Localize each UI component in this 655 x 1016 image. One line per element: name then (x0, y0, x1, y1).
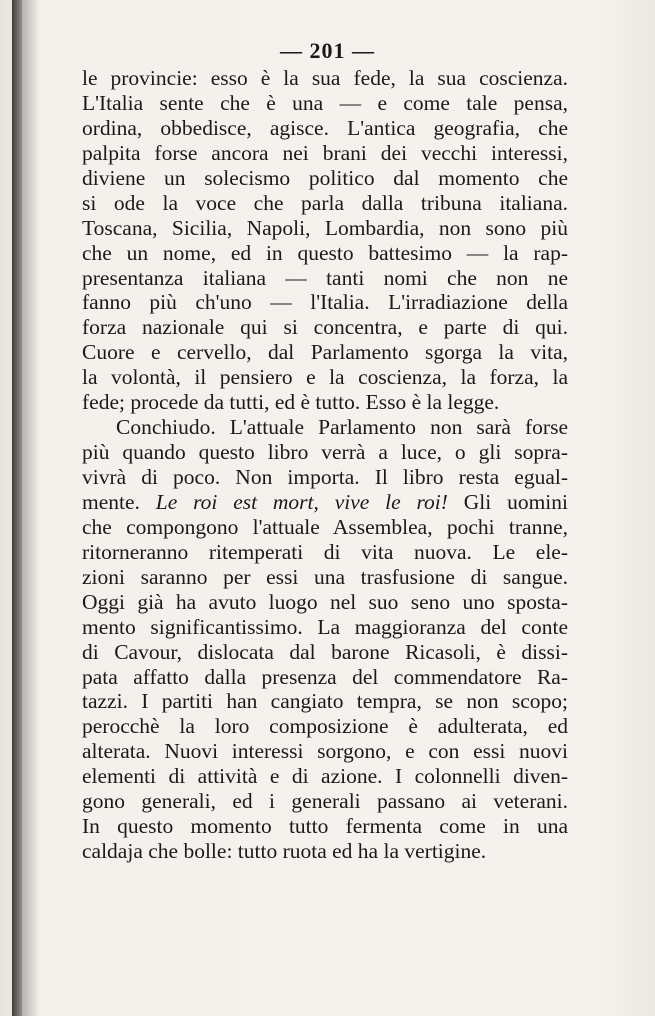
text-line: presentanza italiana — tanti nomi che non ne (82, 265, 568, 290)
text-line: Oggi già ha avuto luogo nel suo seno uno sposta- (82, 589, 568, 614)
text-line: zioni saranno per essi una trasfusione di sangue. (82, 564, 568, 589)
text-line: alterata. Nuovi interessi sorgono, e con essi nuovi (82, 739, 568, 764)
text-line: forza nazionale qui si concentra, e parte di qui. (82, 315, 568, 340)
text-line: che un nome, ed in questo battesimo — la rap- (82, 240, 568, 265)
text-line: tazzi. I partiti han cangiato tempra, se non scopo; (82, 689, 568, 714)
text-line: fanno più ch'uno — l'Italia. L'irradiazione della (82, 290, 568, 315)
paragraph-start-line: Conchiudo. L'attuale Parlamento non sarà forse (116, 415, 568, 440)
line-start: mente. (82, 489, 140, 514)
text-line: gono generali, ed i generali passano ai veterani. (82, 789, 568, 814)
text-line: fede; procede da tutti, ed è tutto. Esso è la legge. (82, 390, 500, 415)
line-end: Gli uomini (463, 489, 568, 514)
body-text (82, 66, 568, 864)
page-number: — 201 — (280, 38, 375, 63)
text-line: che compongono l'attuale Assemblea, pochi tranne, (82, 514, 568, 539)
gutter-shadow (22, 0, 40, 1016)
text-line: pata affatto dalla presenza del commendatore Ra- (82, 664, 568, 689)
text-line: Cuore e cervello, dal Parlamento sgorga la vita, (82, 340, 568, 365)
text-line: L'Italia sente che è una — e come tale pensa, (82, 90, 568, 115)
text-line: Toscana, Sicilia, Napoli, Lombardia, non sono più (82, 215, 568, 240)
text-line: si ode la voce che parla dalla tribuna italiana. (82, 190, 568, 215)
text-line: In questo momento tutto fermenta come in una (82, 814, 568, 839)
text-line: la volontà, il pensiero e la coscienza, la forza, la (82, 365, 568, 390)
text-line: vivrà di poco. Non importa. Il libro resta egual- (82, 465, 568, 489)
text-line-with-motto (82, 490, 568, 515)
text-line: elementi di attività e di azione. I colonnelli diven- (82, 764, 568, 789)
text-line: ritorneranno ritemperati di vita nuova. Le ele- (82, 539, 568, 564)
text-line: di Cavour, dislocata dal barone Ricasoli, è dissi- (82, 639, 568, 664)
text-line: perocchè la loro composizione è adulterata, ed (82, 714, 568, 739)
text-line: diviene un solecismo politico dal momento che (82, 165, 568, 190)
text-line: caldaja che bolle: tutto ruota ed ha la vertigine. (82, 839, 487, 864)
text-line: ordina, obbedisce, agisce. L'antica geografia, che (82, 115, 568, 140)
text-line: le provincie: esso è la sua fede, la sua coscienza. (82, 66, 568, 90)
french-motto: Le roi est mort, vive le roi! (155, 489, 448, 514)
book-spine-edge (12, 0, 22, 1016)
text-line: palpita forse ancora nei brani dei vecchi interessi, (82, 140, 568, 165)
text-line: più quando questo libro verrà a luce, o gli sopra- (82, 440, 568, 465)
text-line: mento significantissimo. La maggioranza del conte (82, 614, 568, 639)
